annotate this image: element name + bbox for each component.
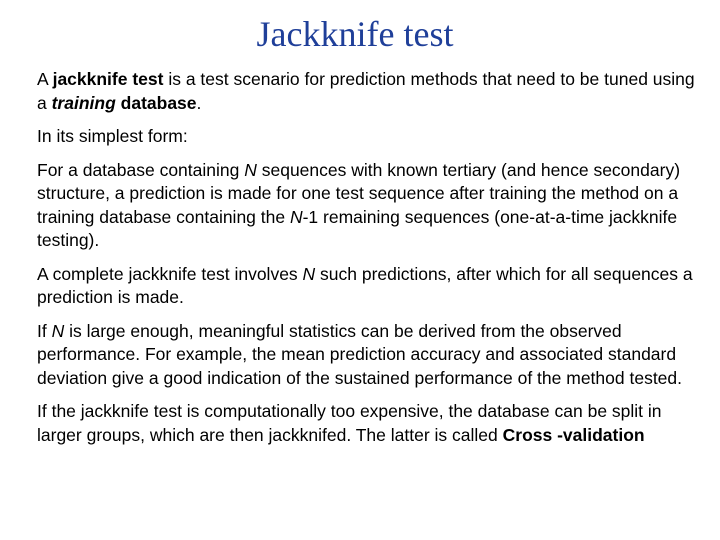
text-run: If the jackknife test is computationally too expensive, the database can be split in larger groups, which are then jackknifed. The latter is called (37, 401, 662, 445)
term-cross-validation: Cross -validation (502, 424, 645, 445)
variable-n: N (302, 263, 316, 284)
text-run: such predictions, after which for all sequences a prediction is made. (37, 263, 693, 307)
variable-n: N (289, 206, 303, 227)
paragraph-cross-validation (37, 400, 697, 447)
term-training-italic: training (51, 92, 116, 113)
term-database: database (115, 92, 197, 113)
text-run: In its simplest form: (37, 126, 188, 146)
paragraph-complete-test (37, 263, 697, 310)
paragraph-simplest-form (37, 125, 697, 149)
text-run: sequences with known tertiary (and hence secondary) structure, a prediction is made for one test sequence after training the method on a training database containing the (37, 159, 681, 227)
term-jackknife-test: jackknife test (52, 69, 164, 89)
text-run: For a database containing (37, 159, 245, 180)
paragraph-procedure (37, 159, 697, 253)
text-run: A complete jackknife test involves (37, 263, 303, 284)
slide-body (37, 68, 697, 457)
variable-n: N (244, 159, 257, 180)
text-run: . (196, 92, 202, 113)
text-run: is large enough, meaningful statistics can be derived from the observed performance. For example, the mean prediction accuracy and associated standard deviation give a good indication of the sustained performance of the method tested. (37, 320, 683, 388)
variable-n: N (51, 320, 65, 341)
text-run: If (37, 320, 52, 341)
term-training (52, 93, 116, 113)
paragraph-definition (37, 68, 697, 115)
text-run: -1 remaining sequences (one-at-a-time jackknife testing). (37, 206, 678, 250)
text-run: is a test scenario for prediction methods that need to be tuned using a (37, 69, 695, 113)
text-run: A (37, 69, 53, 89)
slide-title: Jackknife test (256, 14, 454, 54)
paragraph-statistics (37, 320, 697, 391)
